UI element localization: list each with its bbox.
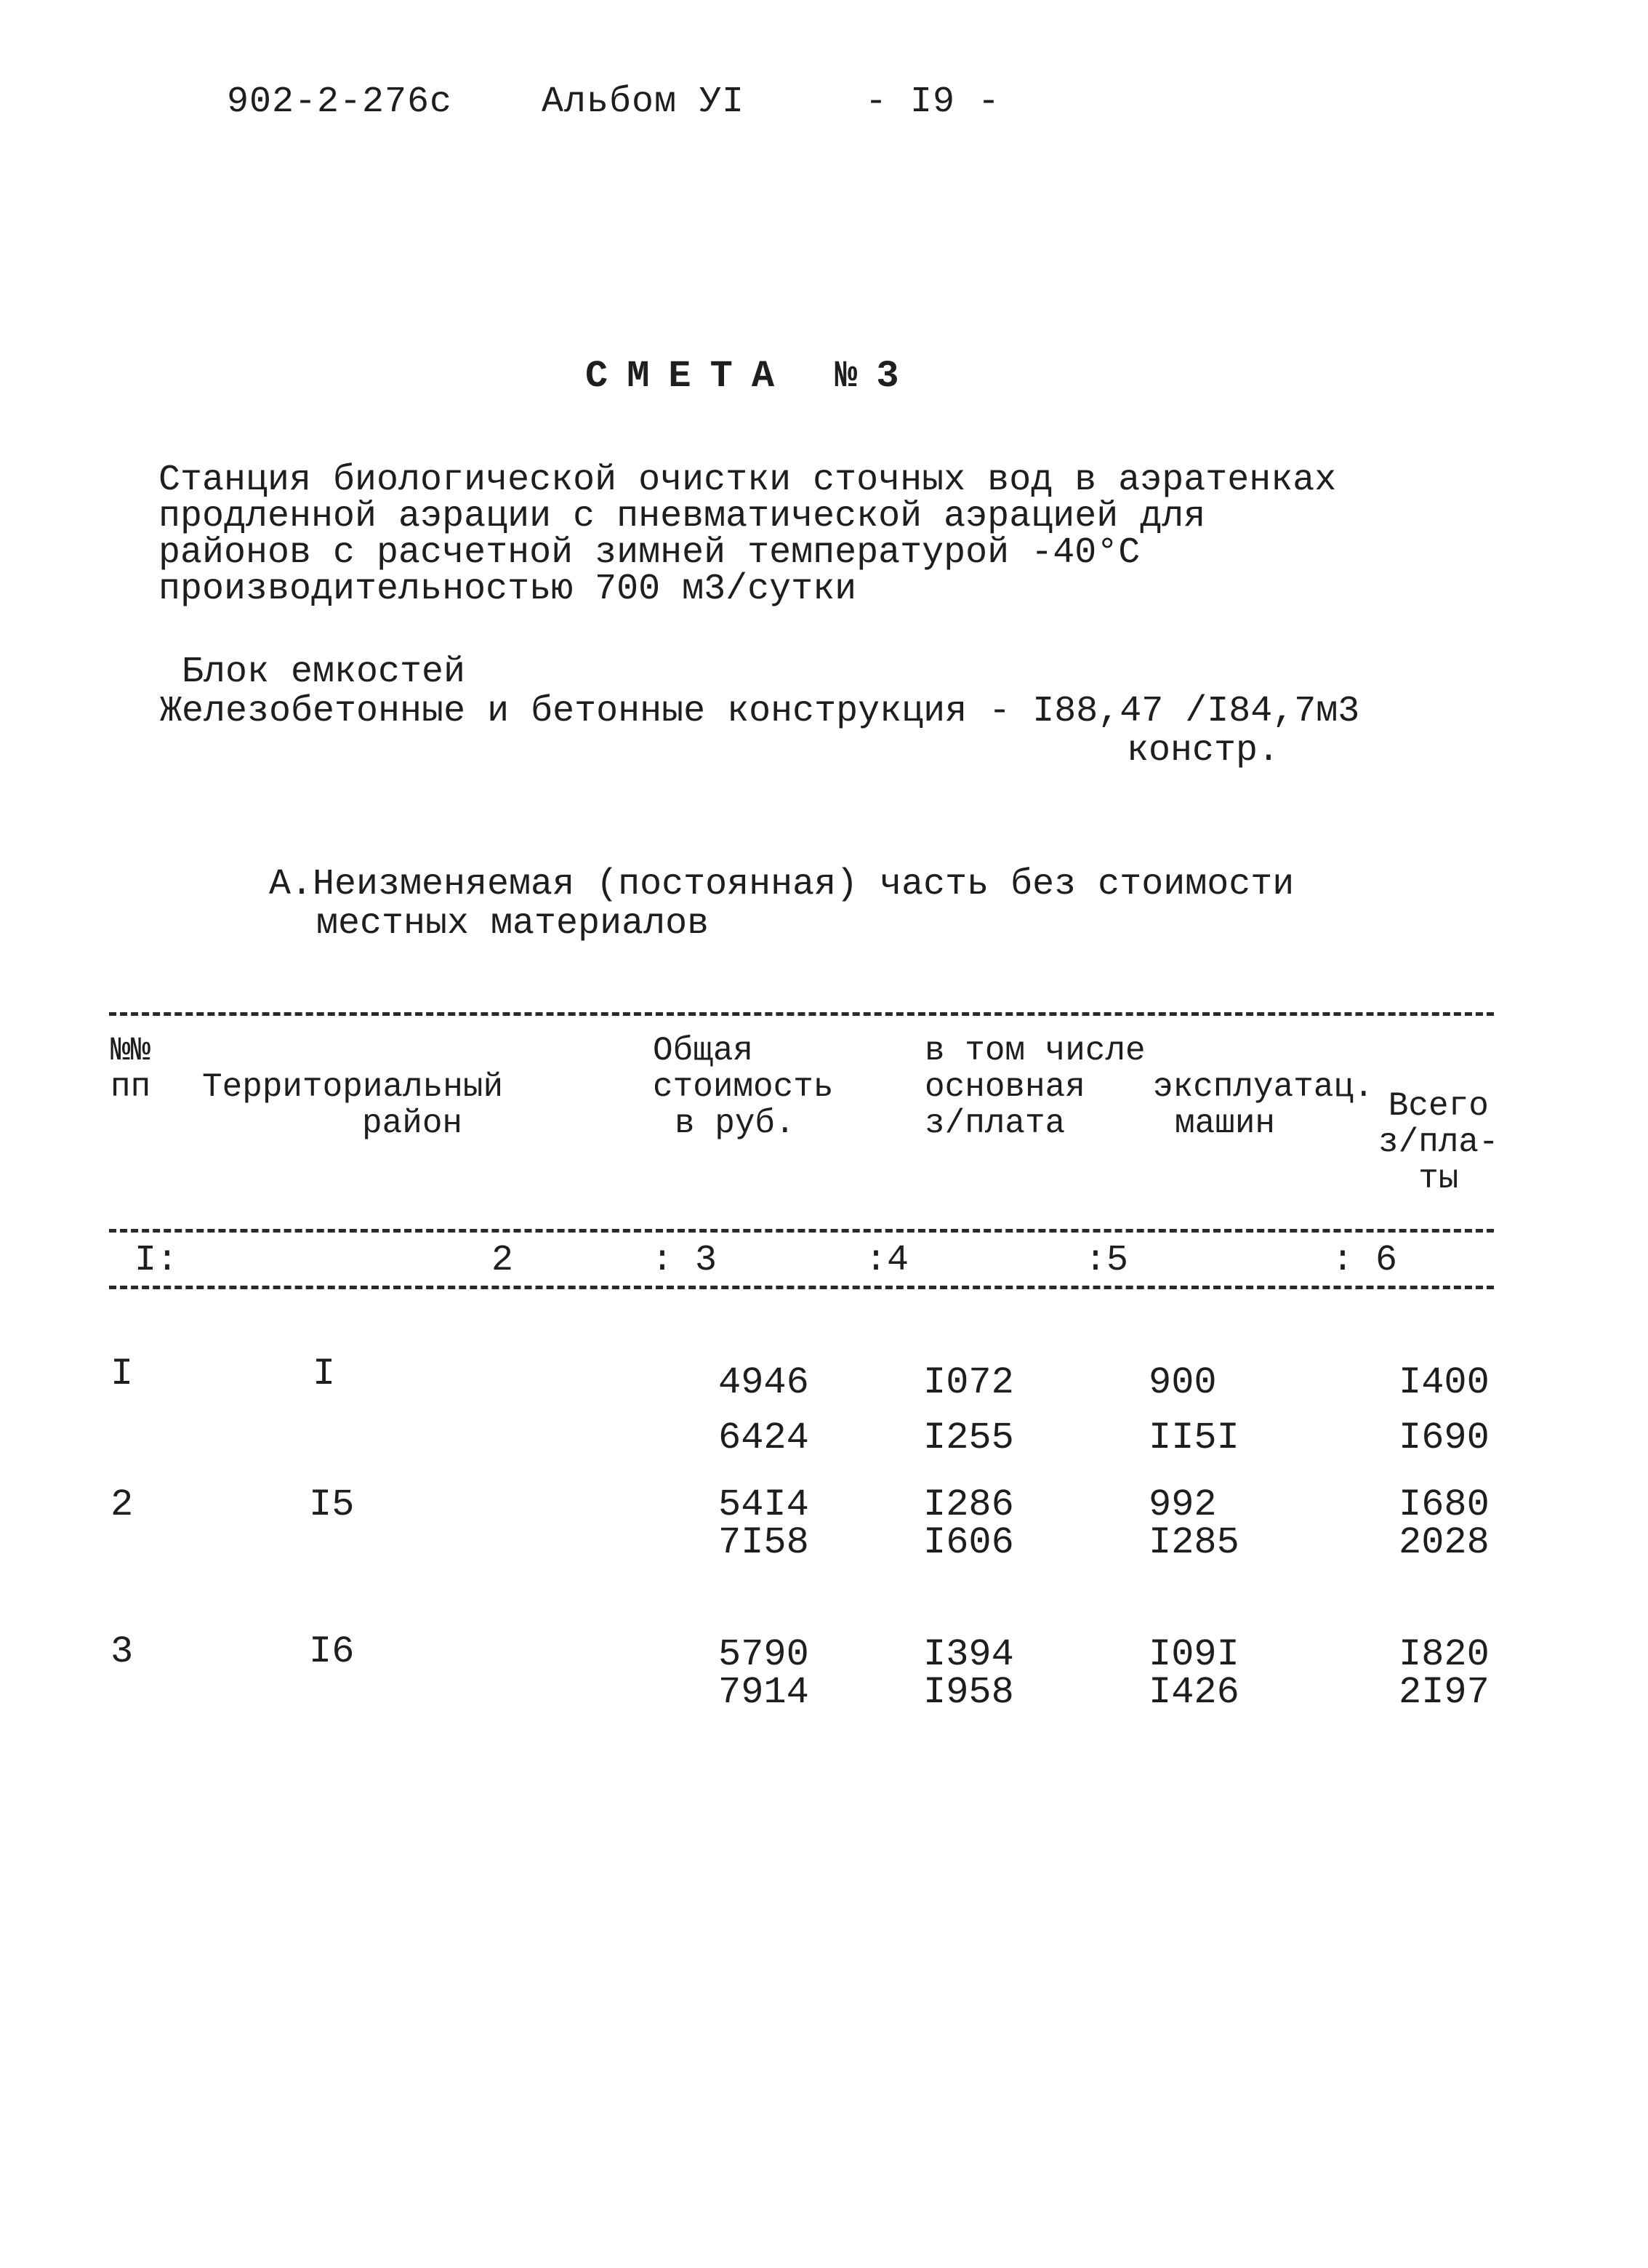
row-total-cost: 5790 7914 <box>718 1633 809 1714</box>
description-line: районов с расчетной зимней температурой -40°С <box>158 532 1141 574</box>
row-region: I <box>313 1353 336 1395</box>
column-number: :4 <box>865 1240 909 1281</box>
column-number: :5 <box>1085 1240 1129 1281</box>
row-machines: I09I I426 <box>1149 1633 1239 1714</box>
column-number: I: <box>134 1240 179 1281</box>
row-total-wages: I820 2I97 <box>1399 1633 1490 1714</box>
row-region: I6 <box>309 1630 355 1673</box>
row-wages: I394 I958 <box>923 1633 1014 1714</box>
description-line: продленной аэрации с пневматической аэрацией для <box>158 496 1206 537</box>
header-machines: эксплуатац. машин <box>1153 1068 1374 1142</box>
row-machines: 992 I285 <box>1149 1483 1239 1564</box>
row-num: I <box>110 1353 134 1395</box>
header-region: Территориальный район <box>202 1068 504 1142</box>
station-description <box>158 462 1336 608</box>
part-heading <box>269 865 1294 944</box>
description-line: Станция биологической очистки сточных вод в аэратенках <box>158 460 1337 501</box>
block-structures: Железобетонные и бетонные конструкция - I88,47 /I84,7м3 <box>160 691 1360 732</box>
row-region: I5 <box>309 1483 355 1526</box>
row-total-cost: 4946 6424 <box>718 1361 809 1459</box>
album-label: Альбом УI <box>542 81 745 123</box>
block-unit: констр. <box>1127 730 1280 772</box>
header-wages: основная з/плата <box>925 1068 1085 1142</box>
header-total-wages: Всего з/пла- ты <box>1378 1087 1499 1198</box>
header-bottom-rule <box>109 1229 1494 1233</box>
column-number: : 3 <box>651 1240 718 1281</box>
header-total-cost: Общая стоимость в руб. <box>653 1032 834 1142</box>
part-heading-line: А.Неизменяемая (постоянная) часть без стоимости <box>269 864 1295 905</box>
column-numbers-rule <box>109 1286 1494 1289</box>
block-info <box>160 652 1360 772</box>
row-num: 3 <box>110 1630 134 1673</box>
description-line: производительностью 700 м3/сутки <box>158 569 857 610</box>
column-number: 2 <box>491 1240 514 1281</box>
table-top-rule <box>109 1012 1494 1016</box>
block-name: Блок емкостей <box>182 652 466 693</box>
row-total-wages: I400 I690 <box>1399 1361 1490 1459</box>
header-num: №№ пп <box>110 1032 151 1106</box>
page-number: - I9 - <box>865 81 1001 123</box>
row-machines: 900 II5I <box>1149 1361 1239 1459</box>
row-total-cost: 54I4 7I58 <box>718 1483 809 1564</box>
row-num: 2 <box>110 1483 134 1526</box>
document-title: СМЕТА №3 <box>585 355 918 398</box>
document-code: 902-2-276с <box>227 81 453 123</box>
header-including: в том числе <box>925 1032 1146 1070</box>
row-wages: I286 I606 <box>923 1483 1014 1564</box>
row-total-wages: I680 2028 <box>1399 1483 1490 1564</box>
row-wages: I072 I255 <box>923 1361 1014 1459</box>
part-heading-line: местных материалов <box>316 903 710 945</box>
column-number: : 6 <box>1332 1240 1398 1281</box>
